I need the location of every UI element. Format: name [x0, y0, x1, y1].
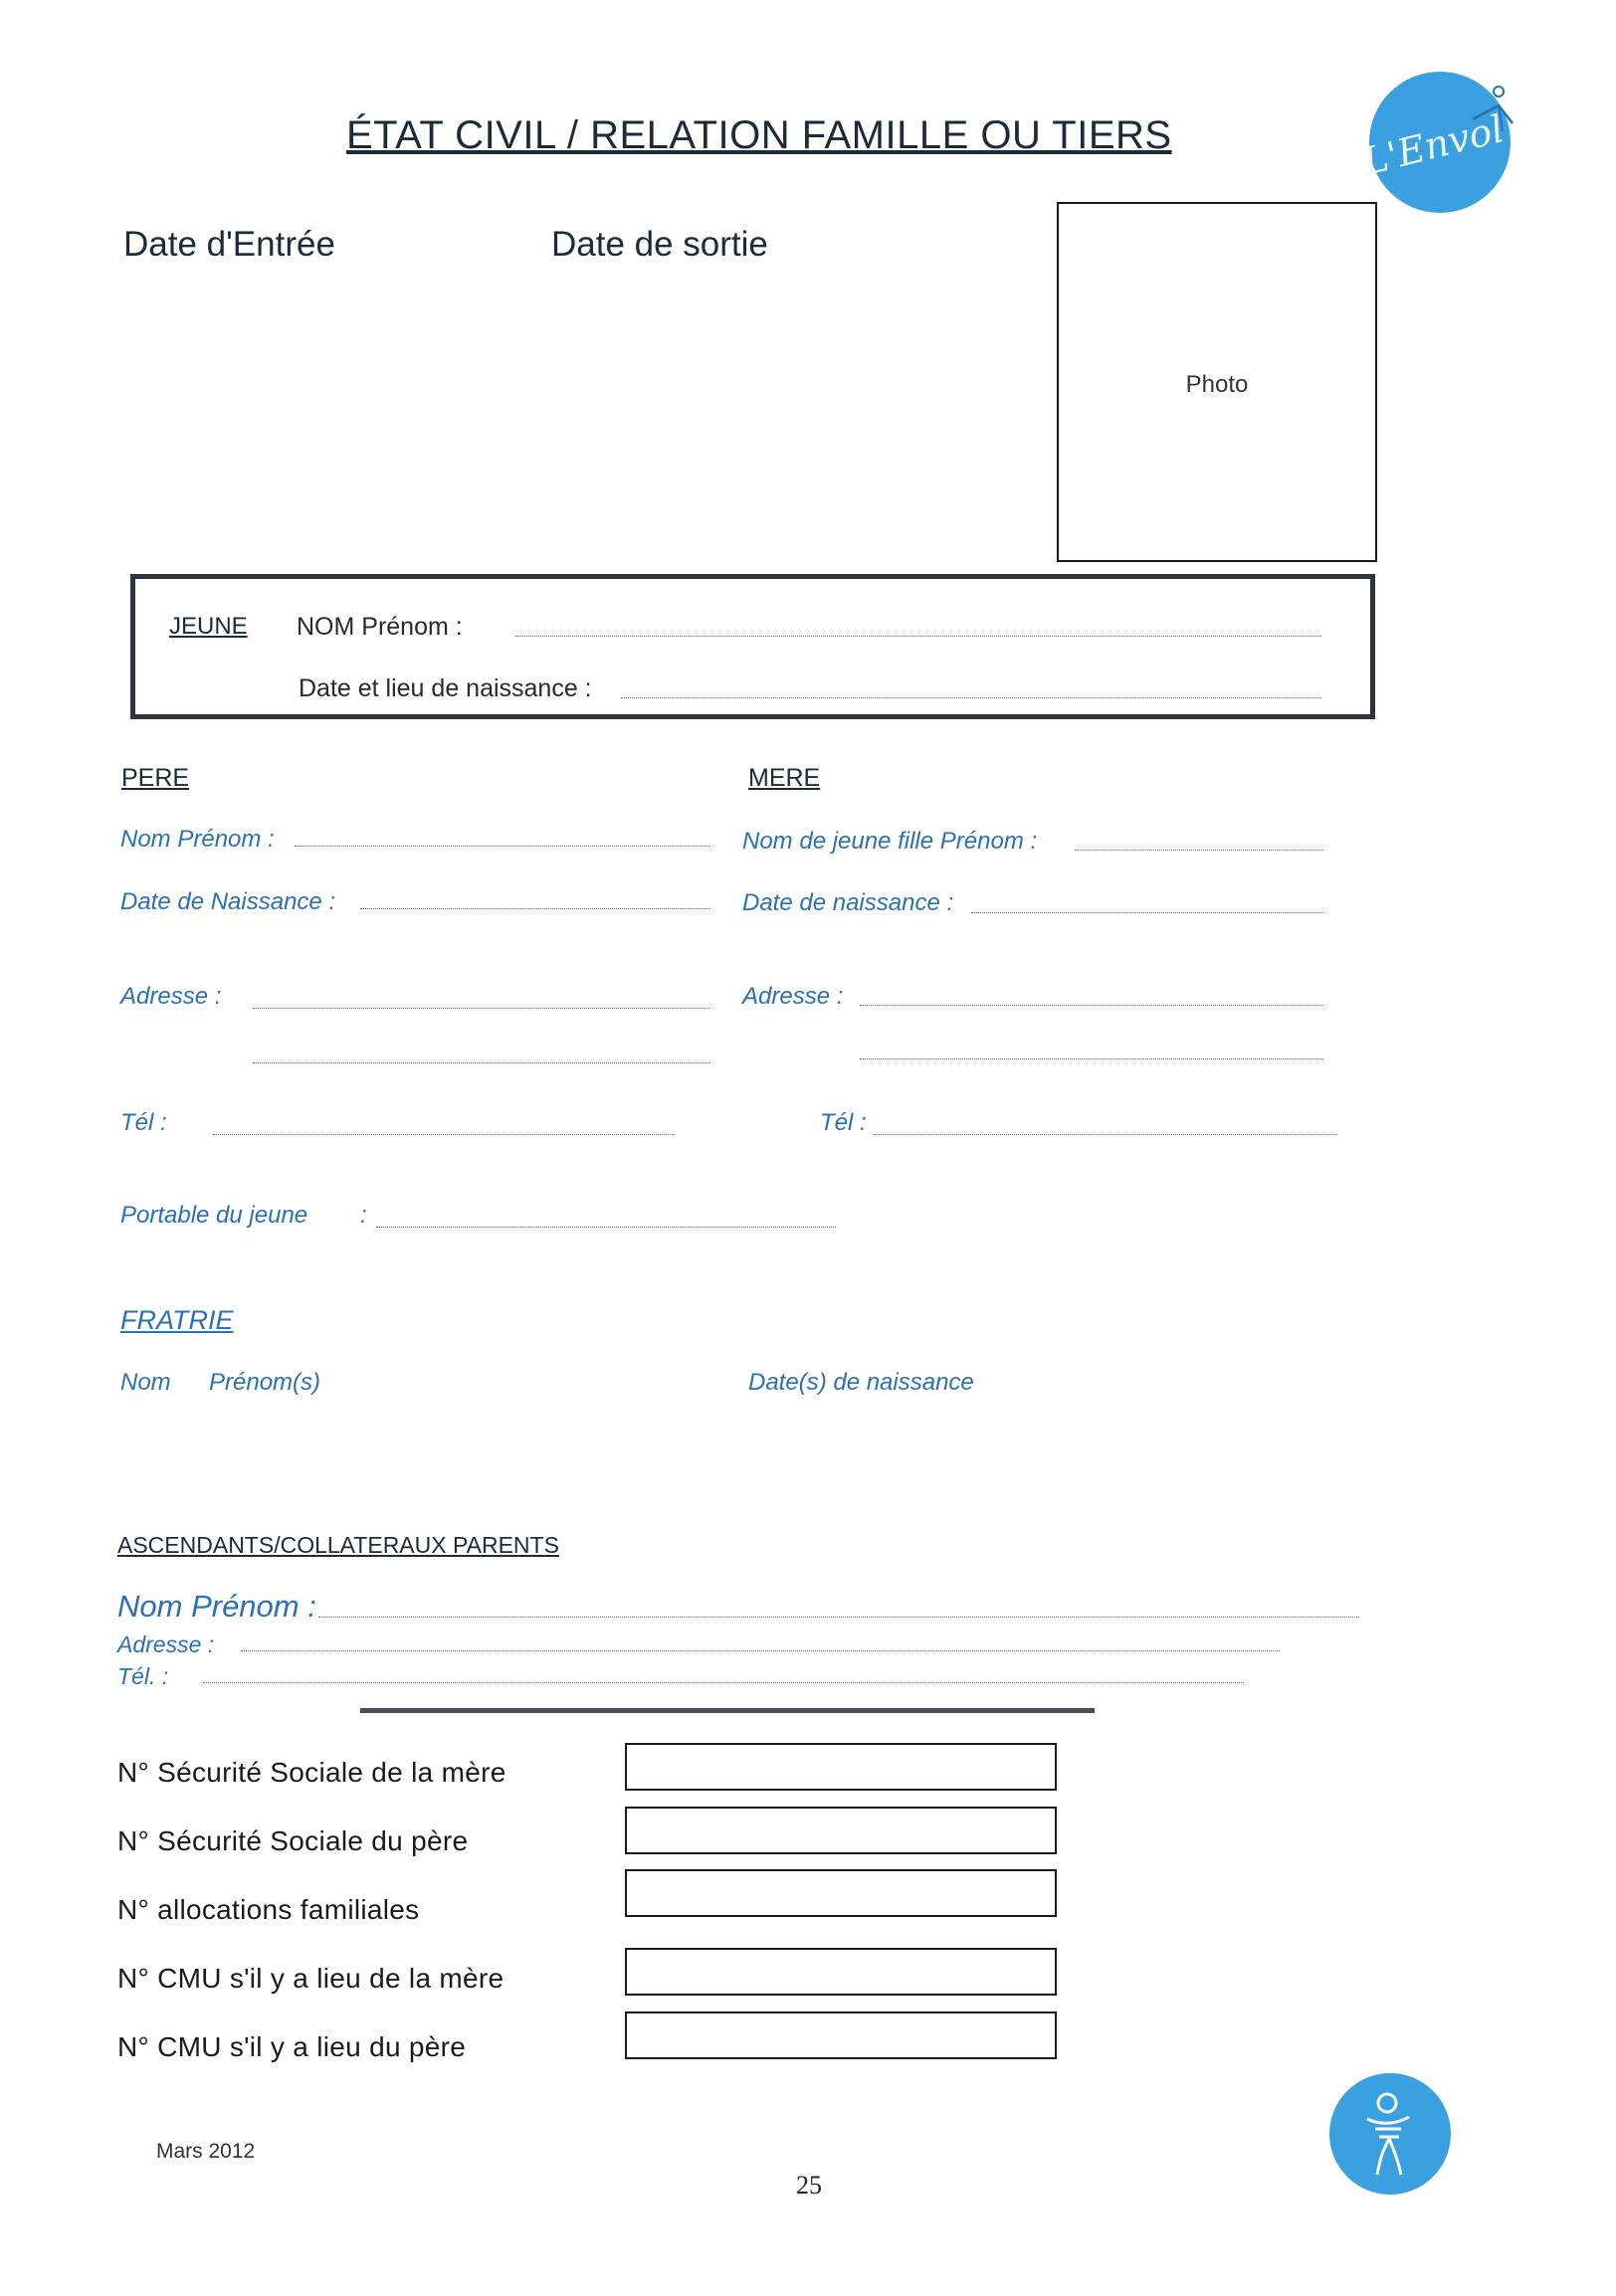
jeune-birth-field[interactable]: [621, 697, 1321, 698]
jeune-name-label: NOM Prénom :: [297, 613, 463, 641]
mere-tel-field[interactable]: [874, 1134, 1337, 1135]
portable-label: Portable du jeune: [120, 1202, 308, 1229]
ascendants-heading: ASCENDANTS/COLLATERAUX PARENTS: [117, 1532, 559, 1558]
ascendants-tel-field[interactable]: [203, 1682, 1244, 1683]
pere-address-label: Adresse :: [120, 983, 222, 1010]
fratrie-heading: FRATRIE: [120, 1305, 234, 1335]
jeune-frame: [130, 574, 1375, 719]
ss-mere-box[interactable]: [625, 1743, 1057, 1791]
fratrie-col-dates: Date(s) de naissance: [748, 1369, 974, 1396]
pere-name-label: Nom Prénom :: [120, 826, 275, 853]
fratrie-col-nom: Nom: [120, 1369, 171, 1396]
page-title: ÉTAT CIVIL / RELATION FAMILLE OU TIERS: [346, 113, 1172, 157]
jeune-name-field[interactable]: [515, 636, 1321, 637]
pere-tel-field[interactable]: [213, 1134, 675, 1135]
pere-birth-field[interactable]: [360, 908, 710, 909]
exit-date-label: Date de sortie: [551, 225, 768, 264]
photo-box: [1057, 202, 1377, 562]
person-icon: [1329, 2073, 1451, 2195]
mere-address-field-2[interactable]: [860, 1058, 1323, 1059]
mere-name-field[interactable]: [1075, 850, 1323, 851]
footer-date: Mars 2012: [156, 2140, 256, 2163]
portable-colon: :: [360, 1202, 367, 1229]
alloc-box[interactable]: [625, 1869, 1057, 1917]
cmu-pere-label: N° CMU s'il y a lieu du père: [117, 2031, 467, 2062]
alloc-label: N° allocations familiales: [117, 1894, 420, 1925]
mere-heading: MERE: [748, 764, 821, 792]
portable-field[interactable]: [376, 1227, 836, 1228]
ascendants-name-field[interactable]: [318, 1617, 1359, 1618]
jeune-birth-label: Date et lieu de naissance :: [299, 674, 592, 702]
cmu-mere-box[interactable]: [625, 1948, 1057, 1996]
mere-address-label: Adresse :: [742, 983, 844, 1010]
pere-name-field[interactable]: [295, 846, 710, 847]
page-number: 25: [796, 2171, 822, 2200]
separator-line: [360, 1708, 1095, 1713]
ascendants-address-label: Adresse :: [117, 1631, 215, 1657]
jeune-heading: JEUNE: [169, 613, 248, 640]
photo-label: Photo: [1185, 371, 1249, 398]
pere-address-field-2[interactable]: [253, 1062, 710, 1063]
envol-logo-small: [1329, 2073, 1451, 2195]
cmu-mere-label: N° CMU s'il y a lieu de la mère: [117, 1963, 505, 1994]
mere-tel-label: Tél :: [820, 1109, 867, 1136]
mere-birth-field[interactable]: [971, 912, 1323, 913]
logo-text: L'Envol: [1357, 106, 1509, 184]
mere-name-label: Nom de jeune fille Prénom :: [742, 828, 1038, 855]
mere-address-field-1[interactable]: [860, 1005, 1323, 1006]
ss-pere-label: N° Sécurité Sociale du père: [117, 1825, 469, 1856]
pere-heading: PERE: [121, 764, 190, 792]
pere-tel-label: Tél :: [120, 1109, 167, 1136]
entry-date-label: Date d'Entrée: [123, 225, 335, 264]
pere-birth-label: Date de Naissance :: [120, 888, 336, 915]
ascendants-tel-label: Tél. :: [117, 1663, 169, 1689]
pere-address-field-1[interactable]: [253, 1008, 710, 1009]
ss-pere-box[interactable]: [625, 1807, 1057, 1854]
cmu-pere-box[interactable]: [625, 2011, 1057, 2059]
ss-mere-label: N° Sécurité Sociale de la mère: [117, 1757, 506, 1788]
mere-birth-label: Date de naissance :: [742, 889, 954, 916]
ascendants-name-label: Nom Prénom :: [117, 1589, 316, 1624]
fratrie-col-prenom: Prénom(s): [209, 1369, 321, 1396]
ascendants-address-field[interactable]: [241, 1650, 1280, 1651]
envol-logo: [1353, 72, 1522, 221]
